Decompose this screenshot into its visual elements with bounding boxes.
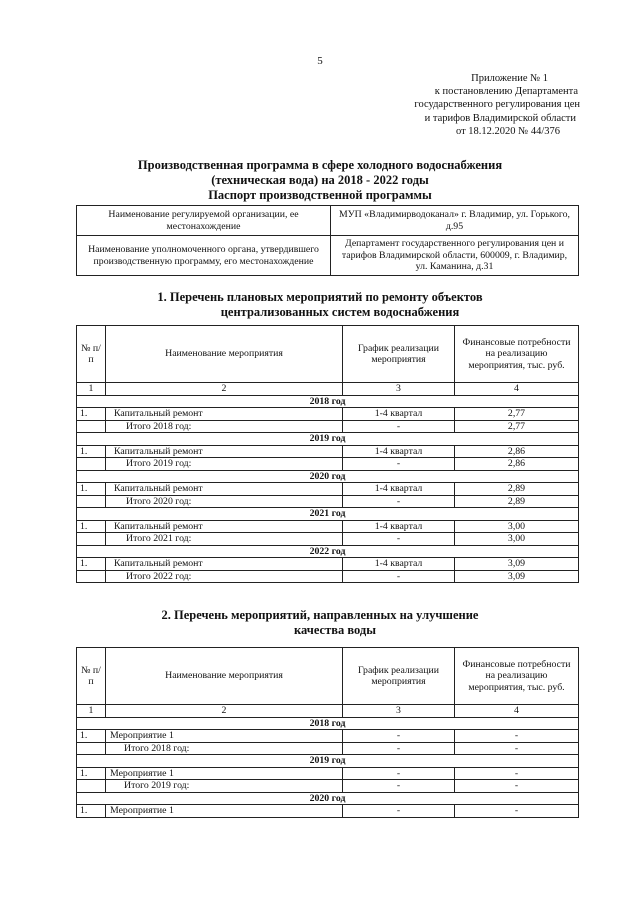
appendix-line: Приложение № 1 <box>471 73 548 84</box>
document-title <box>60 158 580 203</box>
total-row <box>77 420 579 433</box>
item-schedule: 1-4 квартал <box>343 445 455 458</box>
section2-table <box>76 647 579 818</box>
appendix-line: и тарифов Владимирской области <box>424 112 576 124</box>
item-number: 1. <box>77 805 106 818</box>
section1-table <box>76 325 579 583</box>
header-name: Наименование мероприятия <box>106 648 343 705</box>
column-number: 2 <box>106 383 343 396</box>
item-name: Мероприятие 1 <box>106 767 343 780</box>
item-number: 1. <box>77 483 106 496</box>
item-schedule: - <box>343 730 455 743</box>
appendix-line: к постановлению Департамента <box>434 86 578 98</box>
passport-value: Департамент государственного регулирования цен и тарифов Владимирской области, 600009, г. Владимир, ул. Каманина, д.31 <box>331 236 579 276</box>
page-number: 5 <box>317 55 323 67</box>
table-row <box>77 445 579 458</box>
total-label: Итого 2022 год: <box>106 570 343 583</box>
item-name: Капитальный ремонт <box>106 483 343 496</box>
column-number: 2 <box>106 705 343 718</box>
item-number: 1. <box>77 558 106 571</box>
section-title-line: 1. Перечень плановых мероприятий по ремонту объектов <box>157 290 483 304</box>
item-schedule: 1-4 квартал <box>343 483 455 496</box>
total-schedule: - <box>343 742 455 755</box>
item-name: Капитальный ремонт <box>106 445 343 458</box>
total-row <box>77 495 579 508</box>
total-row <box>77 780 579 793</box>
column-number: 3 <box>343 705 455 718</box>
total-cost: - <box>455 742 579 755</box>
total-cost: 3,09 <box>455 570 579 583</box>
total-label: Итого 2021 год: <box>106 533 343 546</box>
column-number: 3 <box>343 383 455 396</box>
total-row <box>77 458 579 471</box>
year-row: 2020 год <box>77 470 579 483</box>
header-schedule: График реализации мероприятия <box>343 648 455 705</box>
total-cost: - <box>455 780 579 793</box>
column-number: 4 <box>455 383 579 396</box>
total-row <box>77 742 579 755</box>
appendix-note <box>360 72 580 138</box>
section-title-line: качества воды <box>294 623 376 637</box>
header-name: Наименование мероприятия <box>106 326 343 383</box>
total-schedule: - <box>343 570 455 583</box>
total-schedule: - <box>343 495 455 508</box>
header-cost: Финансовые потребности на реализацию мероприятия, тыс. руб. <box>455 648 579 705</box>
title-line: Производственная программа в сфере холодного водоснабжения <box>137 158 503 172</box>
year-row: 2018 год <box>77 395 579 408</box>
title-line: (техническая вода) на 2018 - 2022 годы <box>211 173 429 187</box>
column-number: 4 <box>455 705 579 718</box>
total-cost: 2,86 <box>455 458 579 471</box>
total-label: Итого 2018 год: <box>106 420 343 433</box>
total-schedule: - <box>343 420 455 433</box>
item-cost: 2,77 <box>455 408 579 421</box>
item-number: 1. <box>77 408 106 421</box>
section2-title <box>120 608 520 638</box>
item-schedule: - <box>343 805 455 818</box>
total-cost: 2,89 <box>455 495 579 508</box>
header-number: № п/п <box>77 326 106 383</box>
column-number: 1 <box>77 705 106 718</box>
year-row: 2021 год <box>77 508 579 521</box>
item-cost: 2,89 <box>455 483 579 496</box>
total-schedule: - <box>343 780 455 793</box>
item-schedule: 1-4 квартал <box>343 520 455 533</box>
year-row: 2019 год <box>77 755 579 768</box>
item-number: 1. <box>77 730 106 743</box>
section1-title <box>120 290 520 320</box>
item-name: Капитальный ремонт <box>106 408 343 421</box>
table-row <box>77 408 579 421</box>
item-cost: - <box>455 767 579 780</box>
passport-label: Наименование регулируемой организации, ее местонахождение <box>77 206 331 236</box>
item-number: 1. <box>77 520 106 533</box>
item-schedule: - <box>343 767 455 780</box>
header-schedule: График реализации мероприятия <box>343 326 455 383</box>
total-cost: 3,00 <box>455 533 579 546</box>
total-cost: 2,77 <box>455 420 579 433</box>
total-row <box>77 533 579 546</box>
item-cost: 3,00 <box>455 520 579 533</box>
total-label: Итого 2018 год: <box>106 742 343 755</box>
section-title-line: 2. Перечень мероприятий, направленных на улучшение <box>161 608 479 622</box>
year-row: 2018 год <box>77 717 579 730</box>
item-number: 1. <box>77 445 106 458</box>
item-schedule: 1-4 квартал <box>343 558 455 571</box>
section-title-line: централизованных систем водоснабжения <box>220 305 460 319</box>
total-label: Итого 2020 год: <box>106 495 343 508</box>
title-line: Паспорт производственной программы <box>208 188 432 202</box>
passport-label: Наименование уполномоченного органа, утвердившего производственную программу, его местонахождение <box>77 236 331 276</box>
passport-table <box>76 205 579 276</box>
year-row: 2019 год <box>77 433 579 446</box>
item-number: 1. <box>77 767 106 780</box>
total-label: Итого 2019 год: <box>106 458 343 471</box>
table-row <box>77 483 579 496</box>
table-row <box>77 730 579 743</box>
item-cost: 2,86 <box>455 445 579 458</box>
appendix-line: государственного регулирования цен <box>414 99 580 111</box>
item-cost: - <box>455 730 579 743</box>
item-name: Мероприятие 1 <box>106 805 343 818</box>
total-schedule: - <box>343 458 455 471</box>
column-number: 1 <box>77 383 106 396</box>
header-number: № п/п <box>77 648 106 705</box>
table-row <box>77 558 579 571</box>
passport-value: МУП «Владимирводоканал» г. Владимир, ул. Горького, д.95 <box>331 206 579 236</box>
item-cost: 3,09 <box>455 558 579 571</box>
year-row: 2020 год <box>77 792 579 805</box>
item-name: Капитальный ремонт <box>106 520 343 533</box>
table-row <box>77 520 579 533</box>
table-row <box>77 805 579 818</box>
total-label: Итого 2019 год: <box>106 780 343 793</box>
item-name: Капитальный ремонт <box>106 558 343 571</box>
item-name: Мероприятие 1 <box>106 730 343 743</box>
item-schedule: 1-4 квартал <box>343 408 455 421</box>
appendix-line: от 18.12.2020 № 44/376 <box>455 125 560 137</box>
item-cost: - <box>455 805 579 818</box>
total-row <box>77 570 579 583</box>
year-row: 2022 год <box>77 545 579 558</box>
total-schedule: - <box>343 533 455 546</box>
table-row <box>77 767 579 780</box>
header-cost: Финансовые потребности на реализацию мероприятия, тыс. руб. <box>455 326 579 383</box>
